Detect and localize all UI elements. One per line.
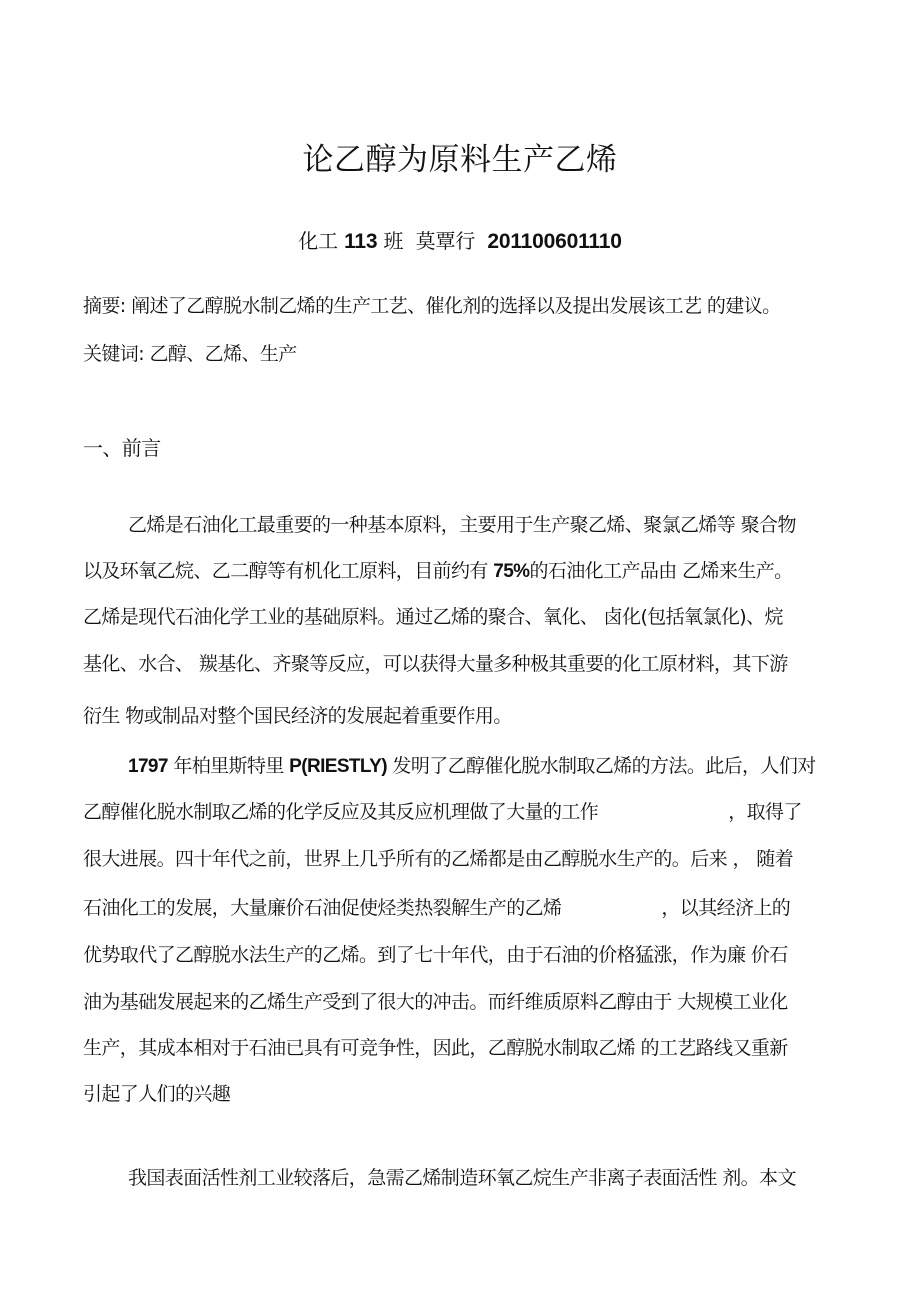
paragraph-4-line-1: 我国表面活性剂工业较落后，急需乙烯制造环氧乙烷生产非离子表面活性 剂。本文 bbox=[128, 1167, 796, 1189]
abstract-label: 摘要: bbox=[83, 295, 126, 317]
paragraph-1-line-2 bbox=[83, 559, 793, 584]
text-run: 乙醇催化脱水制取乙烯的化学反应及其反应机理做了大量的工作 bbox=[83, 801, 599, 823]
paragraph-3-line-3: 很大进展。四十年代之前，世界上几乎所有的乙烯都是由乙醇脱水生产的。后来 ， 随着 bbox=[83, 848, 794, 870]
text-run: ，取得了 bbox=[728, 801, 802, 823]
text-run: ，以其经济上的 bbox=[661, 897, 791, 919]
author-line bbox=[0, 227, 920, 256]
keywords bbox=[83, 342, 297, 366]
keywords-text: 乙醇、乙烯、生产 bbox=[149, 343, 297, 365]
year: 1797 bbox=[128, 756, 168, 777]
text-run: 的石油化工产品由 乙烯来生产。 bbox=[529, 560, 793, 582]
department: 化工 bbox=[298, 229, 338, 253]
text-run: 石油化工的发展，大量廉价石油促使烃类热裂解生产的乙烯 bbox=[83, 897, 562, 919]
text-run: 年柏里斯特里 bbox=[167, 755, 290, 777]
document-title: 论乙醇为原料生产乙烯 bbox=[302, 142, 618, 178]
section-heading: 一、前言 bbox=[83, 436, 161, 460]
paragraph-3-line-8: 引起了人们的兴趣 bbox=[83, 1083, 231, 1105]
author-name: 莫覃行 bbox=[415, 229, 476, 253]
keywords-label: 关键词: bbox=[83, 343, 145, 365]
paragraph-3-line-1 bbox=[128, 754, 816, 779]
percentage: 75% bbox=[493, 561, 530, 582]
paragraph-2-line-3: 衍生 物或制品对整个国民经济的发展起着重要作用。 bbox=[83, 705, 512, 727]
paragraph-1-line-1: 乙烯是石油化工最重要的一种基本原料，主要用于生产聚乙烯、聚氯乙烯等 聚合物 bbox=[128, 514, 796, 536]
paragraph-2-line-1: 乙烯是现代石油化学工业的基础原料。通过乙烯的聚合、氧化、 卤化(包括氧氯化)、烷 bbox=[83, 606, 783, 628]
paragraph-2-line-2: 基化、水合、 羰基化、齐聚等反应，可以获得大量多种极其重要的化工原材料，其下游 bbox=[83, 653, 788, 675]
abstract bbox=[83, 294, 781, 318]
paragraph-3-line-5: 优势取代了乙醇脱水法生产的乙烯。到了七十年代，由于石油的价格猛涨，作为廉 价石 bbox=[83, 944, 788, 966]
paragraph-3-line-4 bbox=[83, 896, 790, 920]
class-suffix: 班 bbox=[383, 229, 404, 253]
class-number: 113 bbox=[344, 230, 378, 253]
paragraph-3-line-6: 油为基础发展起来的乙烯生产受到了很大的冲击。而纤维质原料乙醇由于 大规模工业化 bbox=[83, 991, 788, 1013]
text-run: 以及环氧乙烷、乙二醇等有机化工原料，目前约有 bbox=[83, 560, 494, 582]
person-name: P(RIESTLY) bbox=[289, 756, 387, 777]
paragraph-3-line-7: 生产，其成本相对于石油已具有可竞争性，因此，乙醇脱水制取乙烯 的工艺路线又重新 bbox=[83, 1037, 788, 1059]
student-id: 201100601110 bbox=[487, 230, 622, 253]
text-run: 发明了乙醇催化脱水制取乙烯的方法。此后，人们对 bbox=[386, 755, 816, 777]
abstract-text: 阐述了乙醇脱水制乙烯的生产工艺、催化剂的选择以及提出发展该工艺 的建议。 bbox=[131, 295, 781, 317]
paragraph-3-line-2 bbox=[83, 800, 802, 824]
